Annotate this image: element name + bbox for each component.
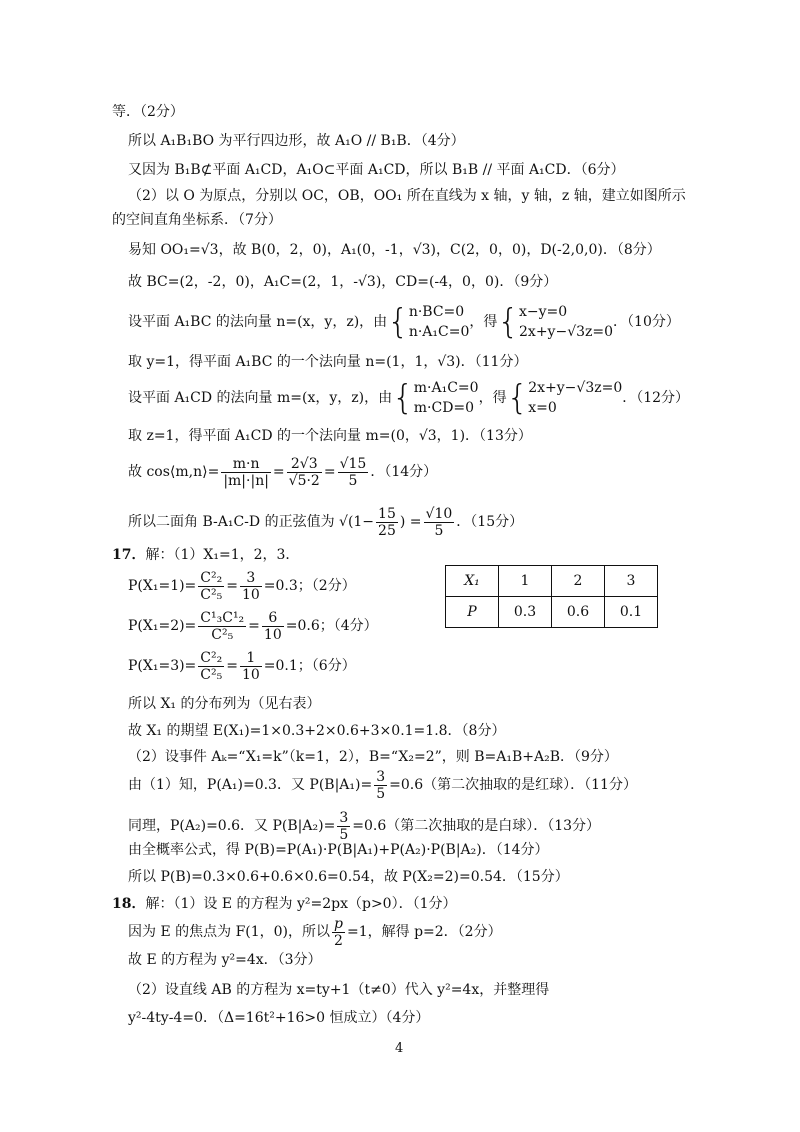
equation-line: [128, 765, 637, 805]
text-line: 取 y=1，得平面 A₁BC 的一个法向量 n=(1，1，√3)．（11分）: [128, 354, 528, 370]
text-line: （2）以 O 为原点，分别以 OC，OB，OO₁ 所在直线为 x 轴，y 轴，z 轴，建立如图所示: [128, 188, 686, 204]
denominator: 2: [334, 932, 343, 949]
table-header-cell: 1: [499, 566, 552, 597]
table-cell: 0.1: [605, 597, 658, 628]
text: =1，解得 p=2．（2分）: [347, 924, 502, 940]
text: 设平面 A₁CD 的法向量 m=(x，y，z)，由: [128, 390, 393, 406]
fraction: [337, 810, 350, 843]
numerator: 15: [378, 505, 396, 522]
equation: x=0: [528, 400, 557, 416]
text: =0.6（第二次抽取的是红球）．（11分）: [389, 777, 637, 793]
table-cell: 0.6: [552, 597, 605, 628]
equation: n·BC=0: [408, 304, 465, 320]
question-number: 18．: [112, 896, 146, 912]
text: ．（14分）: [370, 464, 438, 480]
equation: 2x+y−√3z=0: [519, 324, 614, 340]
fraction: [338, 456, 369, 489]
numerator: 1: [240, 650, 262, 667]
denominator: 5: [376, 785, 386, 802]
fraction: [240, 650, 262, 683]
equation-line: [128, 378, 689, 418]
text: ．（12分）: [622, 390, 690, 406]
numerator: C²₂: [200, 569, 223, 586]
denominator: 5: [339, 826, 349, 843]
numerator: 3: [376, 768, 386, 785]
denominator: |m|·|n|: [223, 472, 269, 489]
fraction: [198, 570, 224, 603]
equation-system: [519, 302, 613, 342]
denominator: 10: [241, 586, 260, 603]
denominator: 25: [378, 522, 396, 539]
equation-line: [128, 646, 356, 686]
text: 设平面 A₁BC 的法向量 n=(x，y，z)，由: [128, 314, 388, 330]
text-line: 易知 OO₁=√3，故 B(0，2，0)，A₁(0，-1，√3)，C(2，0，0)，D(-2,0,0)．（8分）: [128, 242, 661, 258]
equation: m·A₁C=0: [413, 380, 479, 396]
equation: x−y=0: [519, 304, 568, 320]
brace: {: [387, 302, 409, 342]
table-row: [446, 597, 658, 628]
text-line: 又因为 B₁B⊄平面 A₁CD，A₁O⊂平面 A₁CD，所以 B₁B // 平面 A₁CD．（6分）: [128, 162, 625, 178]
equation-line: [128, 912, 502, 952]
equation: m·CD=0: [413, 400, 475, 416]
text: 由（1）知，P(A₁)=0.3．又 P(B|A₁)=: [128, 777, 373, 793]
text: =0.6；（4分）: [285, 618, 378, 634]
table-header-cell: 3: [605, 566, 658, 597]
distribution-table: [445, 565, 658, 628]
numerator: C²₂: [200, 649, 223, 666]
table-header-cell: X₁: [446, 566, 499, 597]
denominator: C²₅: [211, 626, 234, 643]
text: 故 cos⟨m,n⟩=: [128, 464, 220, 480]
text-line: y²-4ty-4=0．（Δ=16t²+16>0 恒成立）（4分）: [128, 1010, 430, 1026]
text: ) =: [399, 514, 422, 530]
denominator: √5·2: [288, 472, 320, 489]
text-line: 的空间直角坐标系．（7分）: [112, 212, 282, 228]
fraction: [221, 456, 271, 489]
fraction: [376, 506, 398, 539]
numerator: 2√3: [287, 456, 322, 473]
fraction: [424, 506, 455, 539]
denominator: C²₅: [200, 586, 223, 603]
text-line: 等．（2分）: [112, 104, 184, 120]
brace: {: [392, 378, 414, 418]
equation: 2x+y−√3z=0: [528, 380, 623, 396]
text: =0.3；（2分）: [263, 578, 356, 594]
denominator: 5: [434, 522, 444, 539]
equation-line: [128, 502, 523, 542]
fraction: [198, 610, 246, 643]
text: =: [226, 578, 238, 594]
page-number: 4: [395, 1041, 404, 1056]
text-line: 所以 X₁ 的分布列为（见右表）: [128, 696, 321, 712]
text-line: 故 BC=(2，-2，0)，A₁C=(2，1，-√3)，CD=(-4，0，0)．（9分）: [128, 274, 558, 290]
text: =0.6（第二次抽取的是白球）．（13分）: [352, 818, 601, 834]
equation-line: [128, 302, 680, 342]
text: ．（15分）: [456, 514, 524, 530]
denominator: 10: [263, 626, 282, 643]
fraction: [332, 916, 345, 949]
text-line: 所以 P(B)=0.3×0.6+0.6×0.6=0.54，故 P(X₂=2)=0.54．（15分）: [128, 869, 569, 885]
equation-system: [414, 378, 479, 418]
text: P(X₁=3)=: [128, 658, 197, 674]
table-header-cell: 2: [552, 566, 605, 597]
text-line: 故 X₁ 的期望 E(X₁)=1×0.3+2×0.6+3×0.1=1.8．（8分）: [128, 723, 506, 739]
numerator: 3: [240, 570, 262, 587]
numerator: p: [334, 915, 343, 932]
equation: n·A₁C=0: [408, 324, 470, 340]
equation-line: [128, 566, 356, 606]
text: 所以二面角 B-A₁C-D 的正弦值为 √(1−: [128, 514, 375, 530]
numerator: m·n: [221, 456, 271, 473]
denominator: 5: [348, 472, 358, 489]
text: ，得: [478, 390, 507, 406]
equation-line: 故 cos⟨m,n⟩= $\frac{m\cdot n}{|m|\cdot|n|}$ = $\frac{2√3}{√5\cdot 2}$ = $\frac{√15}{5}$ ．（14分）: [128, 455, 438, 489]
text: =0.1；（6分）: [263, 658, 356, 674]
text-line: 所以 A₁B₁BO 为平行四边形，故 A₁O // B₁B．（4分）: [128, 133, 465, 149]
text: P(X₁=2)=: [128, 618, 197, 634]
text: 解：（1）X₁=1，2，3．: [145, 547, 300, 563]
text: 同理，P(A₂)=0.6．又 P(B|A₂)=: [128, 818, 336, 834]
text: 解：（1）设 E 的方程为 y²=2px（p>0）．（1分）: [145, 896, 457, 912]
equation-line: [128, 606, 378, 646]
fraction: [287, 456, 322, 489]
brace: {: [497, 302, 520, 342]
table-row: [446, 566, 658, 597]
fraction: [240, 570, 262, 603]
text-line: （2）设直线 AB 的方程为 x=ty+1（t≠0）代入 y²=4x，并整理得: [128, 982, 550, 998]
equation-system: [409, 302, 470, 342]
text: =: [248, 618, 260, 634]
fraction: [198, 650, 224, 683]
table-cell: P: [446, 597, 499, 628]
brace: {: [506, 378, 529, 418]
equation-system: [528, 378, 622, 418]
text-line: 由全概率公式，得 P(B)=P(A₁)·P(B|A₁)+P(A₂)·P(B|A₂)．（14分）: [128, 842, 549, 858]
numerator: 3: [339, 809, 349, 826]
question-18-line: [112, 894, 457, 914]
denominator: C²₅: [200, 666, 223, 683]
text-line: 故 E 的方程为 y²=4x．（3分）: [128, 952, 322, 968]
fraction: [374, 769, 387, 802]
text: ，得: [469, 314, 498, 330]
numerator: 6: [262, 610, 284, 627]
text: P(X₁=1)=: [128, 578, 197, 594]
table-cell: 0.3: [499, 597, 552, 628]
question-17-line: [112, 545, 299, 565]
fraction: [262, 610, 284, 643]
numerator: C¹₃C¹₂: [200, 609, 245, 626]
denominator: 10: [241, 666, 260, 683]
text-line: （2）设事件 Aₖ=“X₁=k”（k=1，2），B=“X₂=2”，则 B=A₁B+A₂B．（9分）: [128, 749, 618, 765]
text: 因为 E 的焦点为 F(1，0)，所以: [128, 924, 331, 940]
question-number: 17．: [112, 547, 146, 563]
text: ．（10分）: [613, 314, 680, 330]
text-line: 取 z=1，得平面 A₁CD 的一个法向量 m=(0，√3，1)．（13分）: [128, 428, 532, 444]
numerator: √10: [425, 505, 453, 522]
numerator: √15: [339, 455, 367, 472]
text: =: [226, 658, 238, 674]
